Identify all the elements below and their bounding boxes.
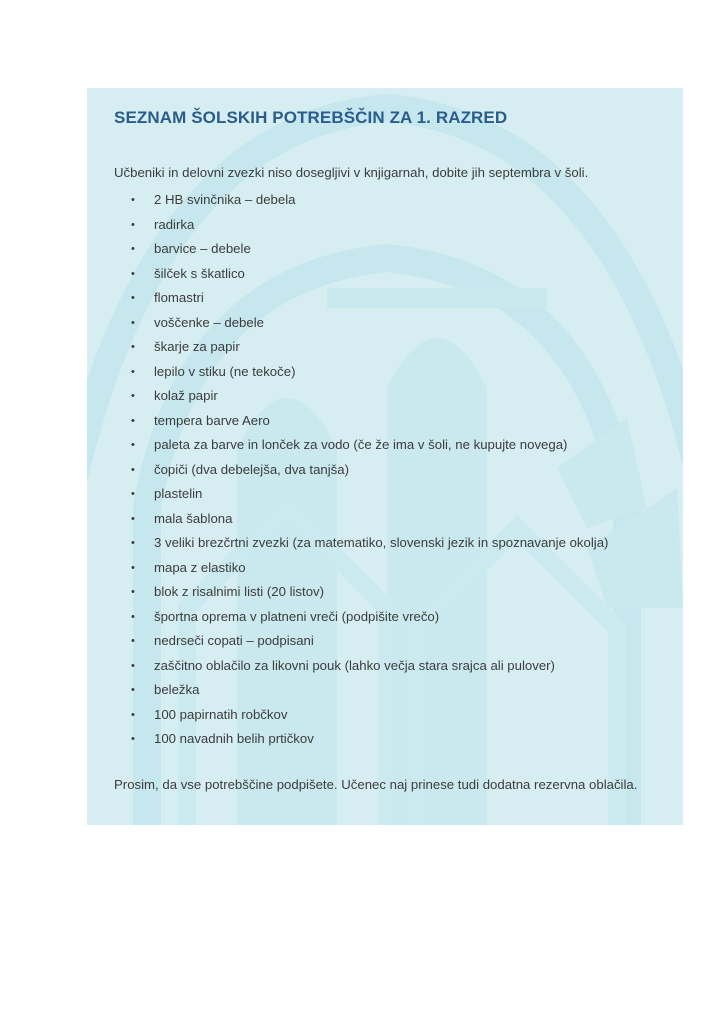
list-item-text: nedrseči copati – podpisani [154, 633, 314, 648]
list-item [114, 335, 608, 360]
list-item [114, 727, 608, 752]
list-item-text: zaščitno oblačilo za likovni pouk (lahko večja stara srajca ali pulover) [154, 657, 555, 673]
bullet-icon: • [131, 194, 135, 206]
list-item-text: 2 HB svinčnika – debela [154, 192, 296, 207]
list-item [114, 458, 608, 483]
list-item-text: radirka [154, 216, 195, 232]
bullet-icon: • [131, 708, 135, 721]
list-item [114, 360, 608, 385]
list-item-text: beležka [154, 682, 200, 697]
list-item-text: športna oprema v platneni vreči (podpišite vrečo) [154, 608, 440, 624]
list-item [114, 629, 608, 654]
bullet-icon: • [131, 414, 135, 427]
document-content [87, 88, 683, 825]
bullet-icon: • [131, 684, 135, 696]
bullet-icon: • [131, 316, 135, 329]
bullet-icon: • [131, 586, 135, 598]
bullet-icon: • [131, 218, 135, 231]
bullet-icon: • [131, 463, 135, 476]
bullet-icon: • [131, 365, 135, 378]
list-item [114, 286, 608, 311]
bullet-icon: • [131, 390, 135, 402]
bullet-icon: • [131, 635, 135, 647]
list-item [114, 262, 608, 287]
intro-text: Učbeniki in delovni zvezki niso dosegljivi v knjigarnah, dobite jih septembra v šoli. [114, 165, 589, 180]
bullet-icon: • [131, 733, 135, 745]
bullet-icon: • [131, 512, 135, 525]
list-item [114, 605, 608, 630]
bullet-icon: • [131, 537, 135, 549]
footer-note: Prosim, da vse potrebščine podpišete. Učenec naj prinese tudi dodatna rezervna oblačila. [114, 777, 638, 792]
list-item [114, 384, 608, 409]
list-item-text: 100 papirnatih robčkov [154, 706, 288, 722]
bullet-icon: • [131, 439, 135, 451]
list-item [114, 703, 608, 728]
bullet-icon: • [131, 292, 135, 304]
list-item [114, 556, 608, 581]
bullet-icon: • [131, 488, 135, 500]
bullet-icon: • [131, 267, 135, 280]
supplies-list [114, 188, 608, 752]
list-item-text: mala šablona [154, 510, 233, 526]
list-item [114, 482, 608, 507]
list-item-text: plastelin [154, 486, 203, 501]
list-item [114, 433, 608, 458]
list-item-text: blok z risalnimi listi (20 listov) [154, 584, 325, 599]
list-item-text: paleta za barve in lonček za vodo (če že ima v šoli, ne kupujte novega) [154, 437, 568, 452]
list-item [114, 311, 608, 336]
list-item-text: šilček s škatlico [154, 265, 245, 281]
list-item [114, 507, 608, 532]
list-item [114, 213, 608, 238]
list-item-text: kolaž papir [154, 388, 218, 403]
list-item [114, 237, 608, 262]
document-panel [87, 88, 683, 825]
list-item [114, 531, 608, 556]
list-item-text: flomastri [154, 290, 204, 305]
list-item-text: voščenke – debele [154, 314, 264, 330]
bullet-icon: • [131, 561, 135, 574]
bullet-icon: • [131, 610, 135, 623]
list-item-text: barvice – debele [154, 241, 251, 256]
bullet-icon: • [131, 341, 135, 353]
list-item-text: 100 navadnih belih prtičkov [154, 731, 314, 746]
list-item-text: 3 veliki brezčrtni zvezki (za matematiko, slovenski jezik in spoznavanje okolja) [154, 535, 609, 550]
bullet-icon: • [131, 659, 135, 672]
bullet-icon: • [131, 243, 135, 255]
list-item [114, 678, 608, 703]
list-item-text: mapa z elastiko [154, 559, 246, 575]
list-item [114, 188, 608, 213]
list-item [114, 580, 608, 605]
list-item-text: lepilo v stiku (ne tekoče) [154, 363, 296, 379]
list-item [114, 654, 608, 679]
list-item [114, 409, 608, 434]
list-item-text: čopiči (dva debelejša, dva tanjša) [154, 461, 349, 477]
list-item-text: škarje za papir [154, 339, 240, 354]
page-title: SEZNAM ŠOLSKIH POTREBŠČIN ZA 1. RAZRED [114, 108, 508, 127]
list-item-text: tempera barve Aero [154, 412, 270, 428]
